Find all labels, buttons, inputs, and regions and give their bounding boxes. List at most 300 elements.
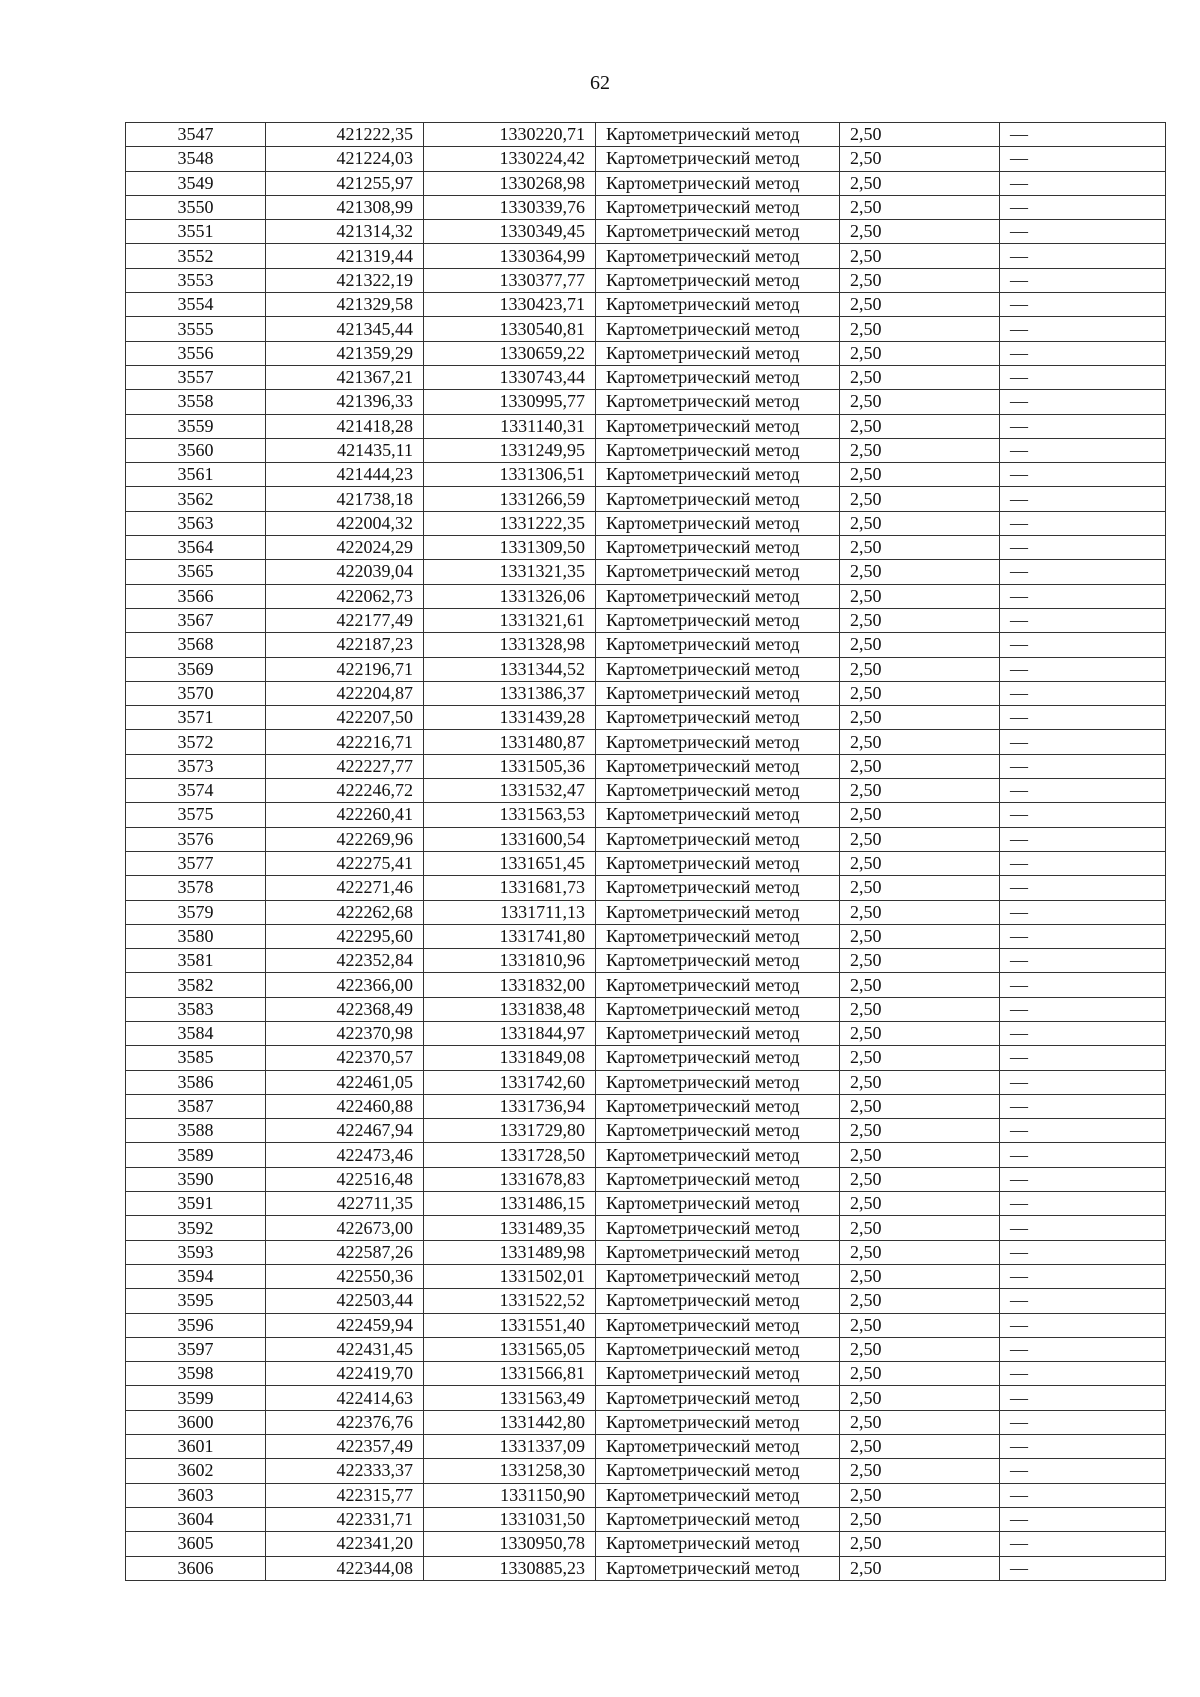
method-cell: Картометрический метод xyxy=(596,1289,840,1313)
x-coordinate-cell: 422431,45 xyxy=(266,1337,424,1361)
method-cell: Картометрический метод xyxy=(596,730,840,754)
y-coordinate-cell: 1330339,76 xyxy=(424,195,596,219)
table-row xyxy=(126,365,1166,389)
table-row xyxy=(126,1435,1166,1459)
point-number-cell: 3557 xyxy=(126,365,266,389)
table-row xyxy=(126,1459,1166,1483)
y-coordinate-cell: 1331266,59 xyxy=(424,487,596,511)
accuracy-cell: 2,50 xyxy=(840,147,1000,171)
accuracy-cell: 2,50 xyxy=(840,244,1000,268)
y-coordinate-cell: 1331728,50 xyxy=(424,1143,596,1167)
description-cell: — xyxy=(1000,487,1166,511)
accuracy-cell: 2,50 xyxy=(840,876,1000,900)
method-cell: Картометрический метод xyxy=(596,414,840,438)
description-cell: — xyxy=(1000,1556,1166,1580)
x-coordinate-cell: 422204,87 xyxy=(266,681,424,705)
table-row xyxy=(126,1192,1166,1216)
description-cell: — xyxy=(1000,949,1166,973)
accuracy-cell: 2,50 xyxy=(840,973,1000,997)
table-row xyxy=(126,341,1166,365)
table-row xyxy=(126,851,1166,875)
coordinates-table-body xyxy=(126,123,1166,1581)
y-coordinate-cell: 1330743,44 xyxy=(424,365,596,389)
y-coordinate-cell: 1330268,98 xyxy=(424,171,596,195)
description-cell: — xyxy=(1000,1021,1166,1045)
description-cell: — xyxy=(1000,560,1166,584)
accuracy-cell: 2,50 xyxy=(840,1143,1000,1167)
description-cell: — xyxy=(1000,438,1166,462)
y-coordinate-cell: 1331480,87 xyxy=(424,730,596,754)
table-row xyxy=(126,1532,1166,1556)
method-cell: Картометрический метод xyxy=(596,1313,840,1337)
description-cell: — xyxy=(1000,730,1166,754)
description-cell: — xyxy=(1000,1143,1166,1167)
point-number-cell: 3565 xyxy=(126,560,266,584)
description-cell: — xyxy=(1000,1216,1166,1240)
accuracy-cell: 2,50 xyxy=(840,1021,1000,1045)
method-cell: Картометрический метод xyxy=(596,827,840,851)
point-number-cell: 3603 xyxy=(126,1483,266,1507)
table-row xyxy=(126,1143,1166,1167)
description-cell: — xyxy=(1000,536,1166,560)
point-number-cell: 3598 xyxy=(126,1362,266,1386)
point-number-cell: 3577 xyxy=(126,851,266,875)
x-coordinate-cell: 422269,96 xyxy=(266,827,424,851)
x-coordinate-cell: 421322,19 xyxy=(266,268,424,292)
point-number-cell: 3596 xyxy=(126,1313,266,1337)
description-cell: — xyxy=(1000,754,1166,778)
point-number-cell: 3568 xyxy=(126,633,266,657)
accuracy-cell: 2,50 xyxy=(840,924,1000,948)
description-cell: — xyxy=(1000,1094,1166,1118)
accuracy-cell: 2,50 xyxy=(840,511,1000,535)
x-coordinate-cell: 422271,46 xyxy=(266,876,424,900)
point-number-cell: 3567 xyxy=(126,608,266,632)
description-cell: — xyxy=(1000,900,1166,924)
point-number-cell: 3570 xyxy=(126,681,266,705)
method-cell: Картометрический метод xyxy=(596,803,840,827)
description-cell: — xyxy=(1000,608,1166,632)
point-number-cell: 3549 xyxy=(126,171,266,195)
accuracy-cell: 2,50 xyxy=(840,171,1000,195)
x-coordinate-cell: 421308,99 xyxy=(266,195,424,219)
description-cell: — xyxy=(1000,924,1166,948)
description-cell: — xyxy=(1000,1313,1166,1337)
table-row xyxy=(126,220,1166,244)
accuracy-cell: 2,50 xyxy=(840,1556,1000,1580)
x-coordinate-cell: 422414,63 xyxy=(266,1386,424,1410)
accuracy-cell: 2,50 xyxy=(840,1240,1000,1264)
accuracy-cell: 2,50 xyxy=(840,633,1000,657)
point-number-cell: 3588 xyxy=(126,1119,266,1143)
table-row xyxy=(126,487,1166,511)
y-coordinate-cell: 1331651,45 xyxy=(424,851,596,875)
method-cell: Картометрический метод xyxy=(596,633,840,657)
x-coordinate-cell: 422216,71 xyxy=(266,730,424,754)
method-cell: Картометрический метод xyxy=(596,1192,840,1216)
accuracy-cell: 2,50 xyxy=(840,657,1000,681)
y-coordinate-cell: 1331321,35 xyxy=(424,560,596,584)
point-number-cell: 3582 xyxy=(126,973,266,997)
table-row xyxy=(126,1386,1166,1410)
point-number-cell: 3561 xyxy=(126,463,266,487)
accuracy-cell: 2,50 xyxy=(840,123,1000,147)
y-coordinate-cell: 1330220,71 xyxy=(424,123,596,147)
method-cell: Картометрический метод xyxy=(596,681,840,705)
description-cell: — xyxy=(1000,1046,1166,1070)
description-cell: — xyxy=(1000,1240,1166,1264)
accuracy-cell: 2,50 xyxy=(840,608,1000,632)
accuracy-cell: 2,50 xyxy=(840,560,1000,584)
y-coordinate-cell: 1331222,35 xyxy=(424,511,596,535)
accuracy-cell: 2,50 xyxy=(840,681,1000,705)
point-number-cell: 3593 xyxy=(126,1240,266,1264)
point-number-cell: 3548 xyxy=(126,147,266,171)
x-coordinate-cell: 422459,94 xyxy=(266,1313,424,1337)
description-cell: — xyxy=(1000,1532,1166,1556)
y-coordinate-cell: 1331832,00 xyxy=(424,973,596,997)
accuracy-cell: 2,50 xyxy=(840,268,1000,292)
point-number-cell: 3583 xyxy=(126,997,266,1021)
description-cell: — xyxy=(1000,1192,1166,1216)
method-cell: Картометрический метод xyxy=(596,1119,840,1143)
y-coordinate-cell: 1331566,81 xyxy=(424,1362,596,1386)
point-number-cell: 3574 xyxy=(126,779,266,803)
description-cell: — xyxy=(1000,195,1166,219)
description-cell: — xyxy=(1000,681,1166,705)
y-coordinate-cell: 1331729,80 xyxy=(424,1119,596,1143)
y-coordinate-cell: 1330995,77 xyxy=(424,390,596,414)
point-number-cell: 3605 xyxy=(126,1532,266,1556)
y-coordinate-cell: 1331309,50 xyxy=(424,536,596,560)
point-number-cell: 3581 xyxy=(126,949,266,973)
x-coordinate-cell: 422473,46 xyxy=(266,1143,424,1167)
page-number: 62 xyxy=(590,72,610,94)
accuracy-cell: 2,50 xyxy=(840,1532,1000,1556)
point-number-cell: 3558 xyxy=(126,390,266,414)
accuracy-cell: 2,50 xyxy=(840,317,1000,341)
method-cell: Картометрический метод xyxy=(596,1216,840,1240)
description-cell: — xyxy=(1000,1435,1166,1459)
x-coordinate-cell: 421224,03 xyxy=(266,147,424,171)
x-coordinate-cell: 421345,44 xyxy=(266,317,424,341)
description-cell: — xyxy=(1000,706,1166,730)
point-number-cell: 3564 xyxy=(126,536,266,560)
x-coordinate-cell: 422503,44 xyxy=(266,1289,424,1313)
accuracy-cell: 2,50 xyxy=(840,779,1000,803)
x-coordinate-cell: 422419,70 xyxy=(266,1362,424,1386)
method-cell: Картометрический метод xyxy=(596,220,840,244)
accuracy-cell: 2,50 xyxy=(840,900,1000,924)
table-row xyxy=(126,1410,1166,1434)
y-coordinate-cell: 1330224,42 xyxy=(424,147,596,171)
table-row xyxy=(126,244,1166,268)
x-coordinate-cell: 421359,29 xyxy=(266,341,424,365)
y-coordinate-cell: 1330349,45 xyxy=(424,220,596,244)
point-number-cell: 3594 xyxy=(126,1264,266,1288)
point-number-cell: 3554 xyxy=(126,293,266,317)
description-cell: — xyxy=(1000,973,1166,997)
table-row xyxy=(126,754,1166,778)
x-coordinate-cell: 421222,35 xyxy=(266,123,424,147)
accuracy-cell: 2,50 xyxy=(840,1094,1000,1118)
accuracy-cell: 2,50 xyxy=(840,1167,1000,1191)
table-row xyxy=(126,1507,1166,1531)
table-row xyxy=(126,949,1166,973)
point-number-cell: 3575 xyxy=(126,803,266,827)
x-coordinate-cell: 422207,50 xyxy=(266,706,424,730)
table-row xyxy=(126,268,1166,292)
table-row xyxy=(126,511,1166,535)
y-coordinate-cell: 1331736,94 xyxy=(424,1094,596,1118)
description-cell: — xyxy=(1000,171,1166,195)
y-coordinate-cell: 1331140,31 xyxy=(424,414,596,438)
table-row xyxy=(126,876,1166,900)
y-coordinate-cell: 1331489,35 xyxy=(424,1216,596,1240)
y-coordinate-cell: 1330377,77 xyxy=(424,268,596,292)
table-row xyxy=(126,584,1166,608)
y-coordinate-cell: 1331600,54 xyxy=(424,827,596,851)
point-number-cell: 3580 xyxy=(126,924,266,948)
point-number-cell: 3553 xyxy=(126,268,266,292)
description-cell: — xyxy=(1000,779,1166,803)
y-coordinate-cell: 1331505,36 xyxy=(424,754,596,778)
point-number-cell: 3587 xyxy=(126,1094,266,1118)
y-coordinate-cell: 1331326,06 xyxy=(424,584,596,608)
accuracy-cell: 2,50 xyxy=(840,293,1000,317)
table-row xyxy=(126,997,1166,1021)
description-cell: — xyxy=(1000,633,1166,657)
y-coordinate-cell: 1331439,28 xyxy=(424,706,596,730)
y-coordinate-cell: 1331249,95 xyxy=(424,438,596,462)
point-number-cell: 3592 xyxy=(126,1216,266,1240)
x-coordinate-cell: 421738,18 xyxy=(266,487,424,511)
table-row xyxy=(126,147,1166,171)
x-coordinate-cell: 422366,00 xyxy=(266,973,424,997)
accuracy-cell: 2,50 xyxy=(840,365,1000,389)
table-row xyxy=(126,1556,1166,1580)
x-coordinate-cell: 422275,41 xyxy=(266,851,424,875)
table-row xyxy=(126,1337,1166,1361)
method-cell: Картометрический метод xyxy=(596,1386,840,1410)
method-cell: Картометрический метод xyxy=(596,779,840,803)
method-cell: Картометрический метод xyxy=(596,293,840,317)
point-number-cell: 3601 xyxy=(126,1435,266,1459)
description-cell: — xyxy=(1000,851,1166,875)
table-row xyxy=(126,171,1166,195)
point-number-cell: 3556 xyxy=(126,341,266,365)
table-row xyxy=(126,803,1166,827)
description-cell: — xyxy=(1000,1264,1166,1288)
x-coordinate-cell: 422187,23 xyxy=(266,633,424,657)
point-number-cell: 3604 xyxy=(126,1507,266,1531)
method-cell: Картометрический метод xyxy=(596,1240,840,1264)
description-cell: — xyxy=(1000,997,1166,1021)
point-number-cell: 3555 xyxy=(126,317,266,341)
table-row xyxy=(126,1264,1166,1288)
description-cell: — xyxy=(1000,244,1166,268)
description-cell: — xyxy=(1000,1483,1166,1507)
y-coordinate-cell: 1331563,53 xyxy=(424,803,596,827)
x-coordinate-cell: 421255,97 xyxy=(266,171,424,195)
method-cell: Картометрический метод xyxy=(596,1337,840,1361)
description-cell: — xyxy=(1000,803,1166,827)
accuracy-cell: 2,50 xyxy=(840,220,1000,244)
method-cell: Картометрический метод xyxy=(596,511,840,535)
y-coordinate-cell: 1331522,52 xyxy=(424,1289,596,1313)
method-cell: Картометрический метод xyxy=(596,438,840,462)
table-row xyxy=(126,1167,1166,1191)
accuracy-cell: 2,50 xyxy=(840,1483,1000,1507)
accuracy-cell: 2,50 xyxy=(840,851,1000,875)
method-cell: Картометрический метод xyxy=(596,657,840,681)
accuracy-cell: 2,50 xyxy=(840,414,1000,438)
method-cell: Картометрический метод xyxy=(596,1264,840,1288)
x-coordinate-cell: 422024,29 xyxy=(266,536,424,560)
y-coordinate-cell: 1331386,37 xyxy=(424,681,596,705)
table-row xyxy=(126,1046,1166,1070)
accuracy-cell: 2,50 xyxy=(840,1192,1000,1216)
y-coordinate-cell: 1331742,60 xyxy=(424,1070,596,1094)
table-row xyxy=(126,657,1166,681)
point-number-cell: 3584 xyxy=(126,1021,266,1045)
x-coordinate-cell: 422227,77 xyxy=(266,754,424,778)
method-cell: Картометрический метод xyxy=(596,463,840,487)
y-coordinate-cell: 1331838,48 xyxy=(424,997,596,1021)
x-coordinate-cell: 421329,58 xyxy=(266,293,424,317)
method-cell: Картометрический метод xyxy=(596,924,840,948)
point-number-cell: 3578 xyxy=(126,876,266,900)
method-cell: Картометрический метод xyxy=(596,171,840,195)
method-cell: Картометрический метод xyxy=(596,1410,840,1434)
x-coordinate-cell: 421396,33 xyxy=(266,390,424,414)
y-coordinate-cell: 1331741,80 xyxy=(424,924,596,948)
point-number-cell: 3585 xyxy=(126,1046,266,1070)
x-coordinate-cell: 422461,05 xyxy=(266,1070,424,1094)
table-row xyxy=(126,827,1166,851)
table-row xyxy=(126,1070,1166,1094)
table-row xyxy=(126,414,1166,438)
y-coordinate-cell: 1330950,78 xyxy=(424,1532,596,1556)
point-number-cell: 3586 xyxy=(126,1070,266,1094)
accuracy-cell: 2,50 xyxy=(840,1459,1000,1483)
y-coordinate-cell: 1331563,49 xyxy=(424,1386,596,1410)
y-coordinate-cell: 1331344,52 xyxy=(424,657,596,681)
method-cell: Картометрический метод xyxy=(596,560,840,584)
description-cell: — xyxy=(1000,1167,1166,1191)
y-coordinate-cell: 1331844,97 xyxy=(424,1021,596,1045)
method-cell: Картометрический метод xyxy=(596,1094,840,1118)
y-coordinate-cell: 1331681,73 xyxy=(424,876,596,900)
accuracy-cell: 2,50 xyxy=(840,536,1000,560)
x-coordinate-cell: 422587,26 xyxy=(266,1240,424,1264)
y-coordinate-cell: 1331565,05 xyxy=(424,1337,596,1361)
table-row xyxy=(126,681,1166,705)
x-coordinate-cell: 422352,84 xyxy=(266,949,424,973)
description-cell: — xyxy=(1000,341,1166,365)
y-coordinate-cell: 1331150,90 xyxy=(424,1483,596,1507)
point-number-cell: 3547 xyxy=(126,123,266,147)
method-cell: Картометрический метод xyxy=(596,1483,840,1507)
x-coordinate-cell: 422260,41 xyxy=(266,803,424,827)
x-coordinate-cell: 421418,28 xyxy=(266,414,424,438)
method-cell: Картометрический метод xyxy=(596,365,840,389)
table-row xyxy=(126,293,1166,317)
y-coordinate-cell: 1330659,22 xyxy=(424,341,596,365)
method-cell: Картометрический метод xyxy=(596,754,840,778)
description-cell: — xyxy=(1000,657,1166,681)
table-row xyxy=(126,1021,1166,1045)
table-row xyxy=(126,973,1166,997)
x-coordinate-cell: 422516,48 xyxy=(266,1167,424,1191)
method-cell: Картометрический метод xyxy=(596,1046,840,1070)
x-coordinate-cell: 422711,35 xyxy=(266,1192,424,1216)
accuracy-cell: 2,50 xyxy=(840,949,1000,973)
point-number-cell: 3602 xyxy=(126,1459,266,1483)
x-coordinate-cell: 422246,72 xyxy=(266,779,424,803)
y-coordinate-cell: 1331337,09 xyxy=(424,1435,596,1459)
y-coordinate-cell: 1331306,51 xyxy=(424,463,596,487)
point-number-cell: 3569 xyxy=(126,657,266,681)
description-cell: — xyxy=(1000,390,1166,414)
x-coordinate-cell: 422344,08 xyxy=(266,1556,424,1580)
accuracy-cell: 2,50 xyxy=(840,1435,1000,1459)
point-number-cell: 3550 xyxy=(126,195,266,219)
y-coordinate-cell: 1331031,50 xyxy=(424,1507,596,1531)
point-number-cell: 3560 xyxy=(126,438,266,462)
accuracy-cell: 2,50 xyxy=(840,1070,1000,1094)
x-coordinate-cell: 422550,36 xyxy=(266,1264,424,1288)
y-coordinate-cell: 1331551,40 xyxy=(424,1313,596,1337)
accuracy-cell: 2,50 xyxy=(840,706,1000,730)
point-number-cell: 3571 xyxy=(126,706,266,730)
y-coordinate-cell: 1331321,61 xyxy=(424,608,596,632)
method-cell: Картометрический метод xyxy=(596,876,840,900)
x-coordinate-cell: 422177,49 xyxy=(266,608,424,632)
y-coordinate-cell: 1331489,98 xyxy=(424,1240,596,1264)
point-number-cell: 3559 xyxy=(126,414,266,438)
description-cell: — xyxy=(1000,1386,1166,1410)
x-coordinate-cell: 422004,32 xyxy=(266,511,424,535)
method-cell: Картометрический метод xyxy=(596,997,840,1021)
x-coordinate-cell: 422331,71 xyxy=(266,1507,424,1531)
description-cell: — xyxy=(1000,1507,1166,1531)
x-coordinate-cell: 422039,04 xyxy=(266,560,424,584)
table-row xyxy=(126,1119,1166,1143)
method-cell: Картометрический метод xyxy=(596,487,840,511)
y-coordinate-cell: 1330423,71 xyxy=(424,293,596,317)
accuracy-cell: 2,50 xyxy=(840,1264,1000,1288)
method-cell: Картометрический метод xyxy=(596,147,840,171)
x-coordinate-cell: 422368,49 xyxy=(266,997,424,1021)
table-row xyxy=(126,1240,1166,1264)
table-row xyxy=(126,438,1166,462)
accuracy-cell: 2,50 xyxy=(840,1119,1000,1143)
accuracy-cell: 2,50 xyxy=(840,1216,1000,1240)
description-cell: — xyxy=(1000,1070,1166,1094)
description-cell: — xyxy=(1000,584,1166,608)
table-row xyxy=(126,463,1166,487)
point-number-cell: 3600 xyxy=(126,1410,266,1434)
x-coordinate-cell: 422357,49 xyxy=(266,1435,424,1459)
table-row xyxy=(126,560,1166,584)
accuracy-cell: 2,50 xyxy=(840,463,1000,487)
accuracy-cell: 2,50 xyxy=(840,754,1000,778)
point-number-cell: 3562 xyxy=(126,487,266,511)
table-row xyxy=(126,1094,1166,1118)
method-cell: Картометрический метод xyxy=(596,341,840,365)
description-cell: — xyxy=(1000,268,1166,292)
